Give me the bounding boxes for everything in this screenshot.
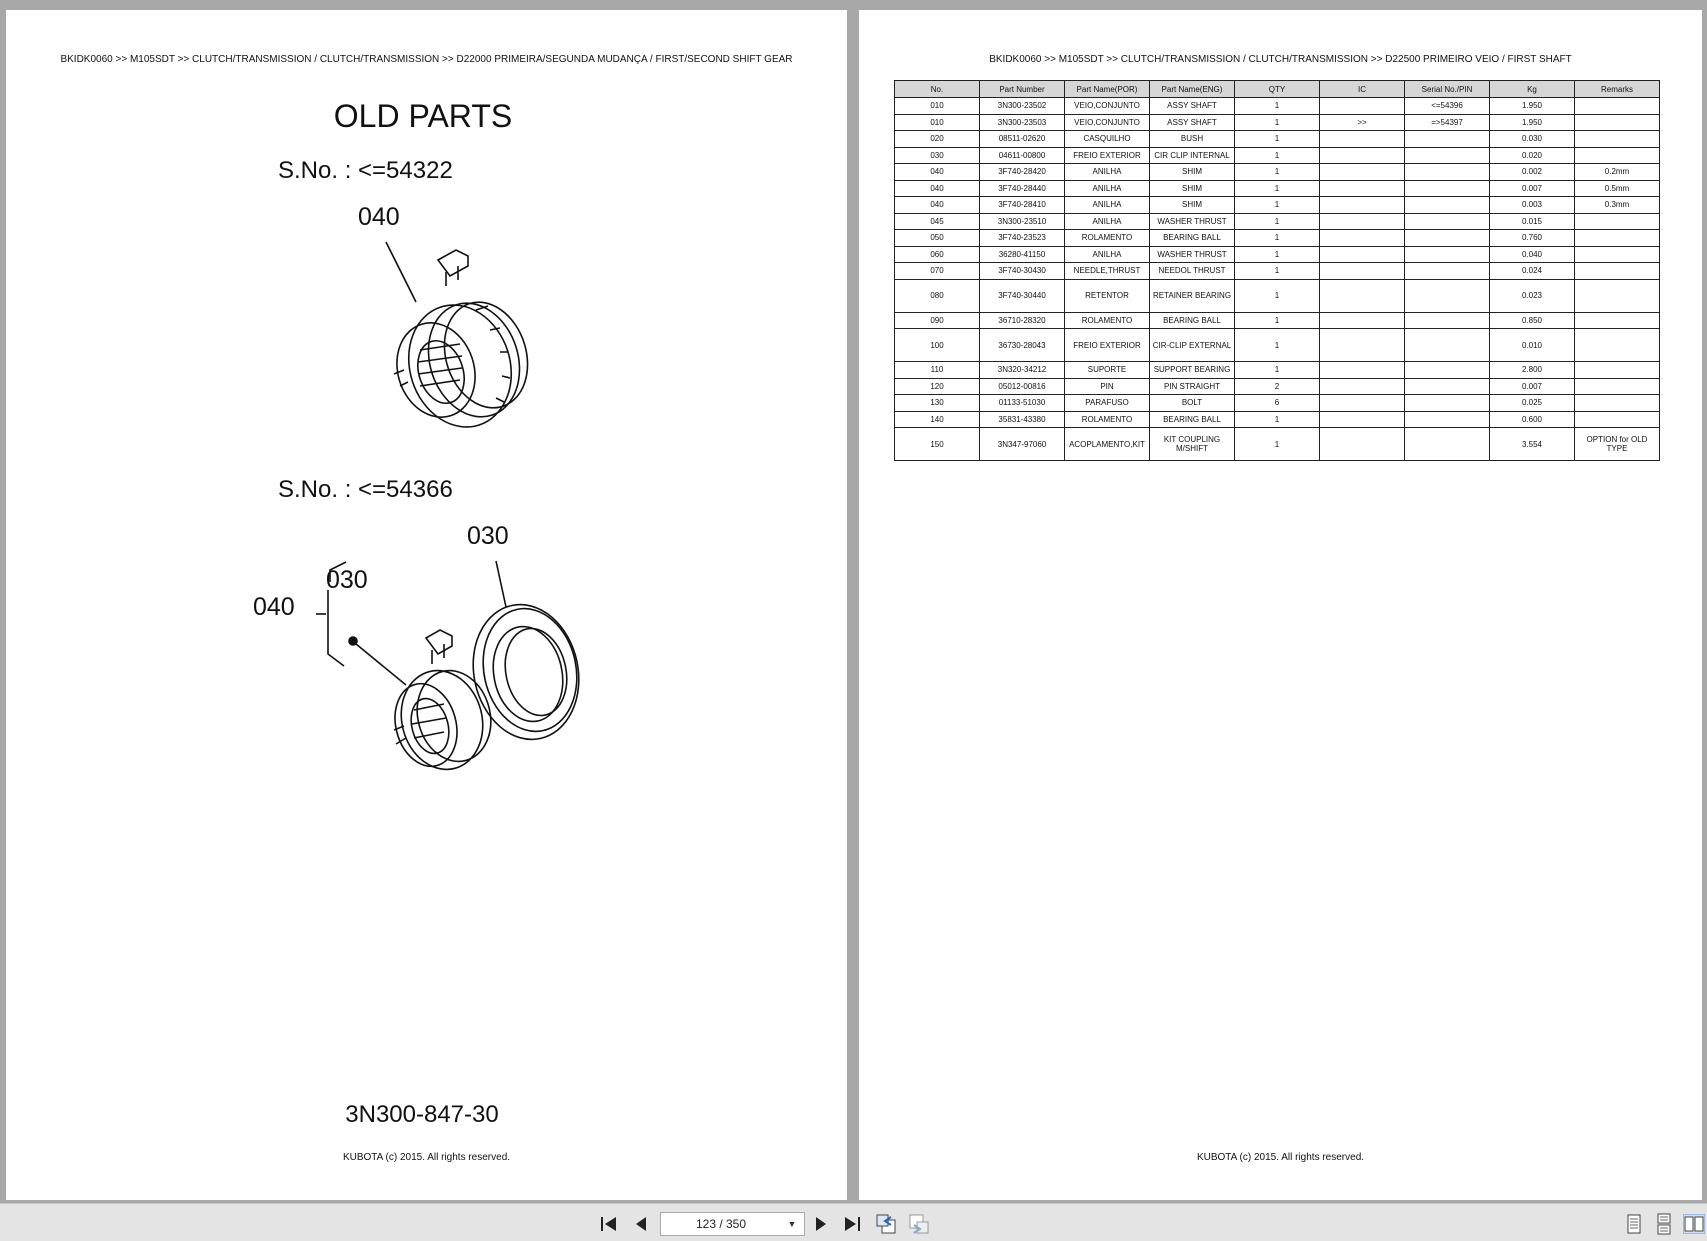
table-row <box>895 147 1660 164</box>
cell-part-name-por: NEEDLE,THRUST <box>1065 263 1150 280</box>
cell-ic <box>1320 131 1405 148</box>
cell-no: 140 <box>895 411 980 428</box>
parts-table-body <box>895 98 1660 461</box>
cell-kg: 2.800 <box>1490 362 1575 379</box>
cell-qty: 1 <box>1235 246 1320 263</box>
callout-040-top: 040 <box>358 203 400 231</box>
previous-page-icon[interactable] <box>630 1213 652 1235</box>
continuous-view-icon[interactable] <box>1653 1213 1675 1235</box>
cell-part-name-eng: WASHER THRUST <box>1150 213 1235 230</box>
col-header-kg: Kg <box>1490 81 1575 98</box>
cell-remarks <box>1575 329 1660 362</box>
cell-ic <box>1320 279 1405 312</box>
cell-remarks <box>1575 98 1660 115</box>
serial-top-label: S.No. : <=54322 <box>278 157 453 184</box>
cell-part-number: 36280-41150 <box>980 246 1065 263</box>
table-row <box>895 246 1660 263</box>
cell-part-name-por: ACOPLAMENTO,KIT <box>1065 428 1150 461</box>
left-page <box>6 10 847 1200</box>
cell-part-name-por: VEIO,CONJUNTO <box>1065 98 1150 115</box>
cell-ic <box>1320 395 1405 412</box>
cell-part-name-por: ANILHA <box>1065 213 1150 230</box>
cell-remarks: OPTION for OLD TYPE <box>1575 428 1660 461</box>
cell-qty: 1 <box>1235 428 1320 461</box>
cell-part-number: 3F740-23523 <box>980 230 1065 247</box>
cell-part-name-por: CASQUILHO <box>1065 131 1150 148</box>
cell-ic <box>1320 147 1405 164</box>
cell-serial: =>54397 <box>1405 114 1490 131</box>
cell-remarks <box>1575 147 1660 164</box>
cell-part-name-eng: CIR-CLIP EXTERNAL <box>1150 329 1235 362</box>
cell-remarks <box>1575 362 1660 379</box>
cell-no: 040 <box>895 164 980 181</box>
cell-remarks <box>1575 411 1660 428</box>
first-page-icon[interactable] <box>598 1213 620 1235</box>
cell-qty: 1 <box>1235 312 1320 329</box>
cell-qty: 6 <box>1235 395 1320 412</box>
cell-remarks <box>1575 279 1660 312</box>
table-row <box>895 98 1660 115</box>
chevron-down-icon[interactable]: ▼ <box>787 1219 797 1229</box>
parts-table <box>894 80 1660 461</box>
cell-part-name-eng: SHIM <box>1150 197 1235 214</box>
cell-kg: 0.007 <box>1490 378 1575 395</box>
cell-ic <box>1320 180 1405 197</box>
cell-remarks: 0.5mm <box>1575 180 1660 197</box>
table-row <box>895 378 1660 395</box>
cell-no: 090 <box>895 312 980 329</box>
cell-qty: 2 <box>1235 378 1320 395</box>
cell-qty: 1 <box>1235 329 1320 362</box>
cell-part-name-eng: BEARING BALL <box>1150 312 1235 329</box>
cell-remarks <box>1575 114 1660 131</box>
cell-no: 150 <box>895 428 980 461</box>
go-back-icon[interactable] <box>875 1213 897 1235</box>
cell-kg: 0.025 <box>1490 395 1575 412</box>
col-header-part-name-por: Part Name(POR) <box>1065 81 1150 98</box>
cell-qty: 1 <box>1235 411 1320 428</box>
cell-ic <box>1320 362 1405 379</box>
cell-no: 100 <box>895 329 980 362</box>
table-row <box>895 230 1660 247</box>
cell-part-name-por: ROLAMENTO <box>1065 312 1150 329</box>
cell-remarks <box>1575 395 1660 412</box>
cell-part-number: 3F740-28410 <box>980 197 1065 214</box>
table-row <box>895 213 1660 230</box>
cell-part-number: 3F740-30430 <box>980 263 1065 280</box>
cell-no: 020 <box>895 131 980 148</box>
cell-part-number: 05012-00816 <box>980 378 1065 395</box>
cell-part-name-por: ANILHA <box>1065 246 1150 263</box>
cell-part-name-eng: SUPPORT BEARING <box>1150 362 1235 379</box>
cell-no: 110 <box>895 362 980 379</box>
cell-part-number: 01133-51030 <box>980 395 1065 412</box>
cell-part-number: 08511-02620 <box>980 131 1065 148</box>
cell-remarks <box>1575 263 1660 280</box>
table-row <box>895 428 1660 461</box>
table-row <box>895 197 1660 214</box>
parts-diagram <box>6 10 847 1200</box>
table-row <box>895 263 1660 280</box>
cell-serial <box>1405 362 1490 379</box>
cell-part-name-eng: CIR CLIP INTERNAL <box>1150 147 1235 164</box>
col-header-ic: IC <box>1320 81 1405 98</box>
cell-qty: 1 <box>1235 197 1320 214</box>
cell-qty: 1 <box>1235 279 1320 312</box>
cell-qty: 1 <box>1235 230 1320 247</box>
left-page-copyright: KUBOTA (c) 2015. All rights reserved. <box>342 1152 511 1163</box>
cell-part-number: 3F740-28420 <box>980 164 1065 181</box>
cell-part-number: 35831-43380 <box>980 411 1065 428</box>
left-page-breadcrumb: BKIDK0060 >> M105SDT >> CLUTCH/TRANSMISSION / CLUTCH/TRANSMISSION >> D22000 PRIMEIRA/SEGUNDA MUDANÇA / FIRST/SECOND SHIFT GEAR <box>60 54 793 65</box>
cell-no: 010 <box>895 98 980 115</box>
cell-qty: 1 <box>1235 114 1320 131</box>
callout-030-right: 030 <box>467 522 509 550</box>
cell-kg: 0.010 <box>1490 329 1575 362</box>
cell-kg: 0.040 <box>1490 246 1575 263</box>
cell-qty: 1 <box>1235 147 1320 164</box>
cell-part-number: 36710-28320 <box>980 312 1065 329</box>
table-row <box>895 329 1660 362</box>
cell-ic: >> <box>1320 114 1405 131</box>
cell-kg: 0.003 <box>1490 197 1575 214</box>
table-row <box>895 114 1660 131</box>
cell-serial <box>1405 312 1490 329</box>
cell-part-name-eng: BEARING BALL <box>1150 411 1235 428</box>
cell-part-number: 3N300-23502 <box>980 98 1065 115</box>
col-header-qty: QTY <box>1235 81 1320 98</box>
cell-serial <box>1405 197 1490 214</box>
cell-ic <box>1320 428 1405 461</box>
cell-kg: 0.600 <box>1490 411 1575 428</box>
table-row <box>895 362 1660 379</box>
cell-serial <box>1405 428 1490 461</box>
cell-part-name-por: ANILHA <box>1065 180 1150 197</box>
right-page-copyright: KUBOTA (c) 2015. All rights reserved. <box>1196 1152 1365 1163</box>
cell-serial <box>1405 147 1490 164</box>
cell-kg: 1.950 <box>1490 98 1575 115</box>
single-page-view-icon[interactable] <box>1623 1213 1645 1235</box>
cell-no: 060 <box>895 246 980 263</box>
gear-illustration-top <box>385 242 541 440</box>
viewer-toolbar <box>0 1203 1707 1241</box>
diagram-heading: OLD PARTS <box>333 98 513 134</box>
cell-part-name-por: SUPORTE <box>1065 362 1150 379</box>
cell-kg: 3.554 <box>1490 428 1575 461</box>
col-header-no: No. <box>895 81 980 98</box>
table-row <box>895 411 1660 428</box>
cell-part-name-eng: ASSY SHAFT <box>1150 114 1235 131</box>
cell-remarks <box>1575 378 1660 395</box>
drawing-number: 3N300-847-30 <box>345 1101 499 1128</box>
cell-part-name-eng: PIN STRAIGHT <box>1150 378 1235 395</box>
cell-qty: 1 <box>1235 131 1320 148</box>
next-page-icon[interactable] <box>810 1213 832 1235</box>
cell-part-name-eng: BOLT <box>1150 395 1235 412</box>
cell-no: 040 <box>895 180 980 197</box>
cell-ic <box>1320 411 1405 428</box>
cell-remarks <box>1575 131 1660 148</box>
cell-part-name-por: PARAFUSO <box>1065 395 1150 412</box>
cell-part-name-eng: WASHER THRUST <box>1150 246 1235 263</box>
callout-040-bracket: 040 <box>253 593 295 621</box>
cell-part-name-eng: BEARING BALL <box>1150 230 1235 247</box>
cell-ic <box>1320 164 1405 181</box>
cell-ic <box>1320 213 1405 230</box>
cell-kg: 0.850 <box>1490 312 1575 329</box>
cell-kg: 0.007 <box>1490 180 1575 197</box>
cell-kg: 0.760 <box>1490 230 1575 247</box>
cell-part-name-eng: KIT COUPLING M/SHIFT <box>1150 428 1235 461</box>
cell-serial <box>1405 378 1490 395</box>
cell-part-name-eng: SHIM <box>1150 180 1235 197</box>
table-row <box>895 164 1660 181</box>
facing-pages-view-icon[interactable] <box>1683 1213 1705 1235</box>
cell-part-name-por: ROLAMENTO <box>1065 230 1150 247</box>
cell-part-number: 3N300-23503 <box>980 114 1065 131</box>
cell-no: 120 <box>895 378 980 395</box>
cell-ic <box>1320 378 1405 395</box>
cell-serial <box>1405 180 1490 197</box>
cell-serial <box>1405 411 1490 428</box>
cell-remarks: 0.3mm <box>1575 197 1660 214</box>
cell-qty: 1 <box>1235 263 1320 280</box>
cell-no: 040 <box>895 197 980 214</box>
last-page-icon[interactable] <box>841 1213 863 1235</box>
cell-remarks <box>1575 230 1660 247</box>
cell-part-name-por: ANILHA <box>1065 197 1150 214</box>
cell-serial <box>1405 230 1490 247</box>
cell-kg: 0.015 <box>1490 213 1575 230</box>
cell-kg: 1.950 <box>1490 114 1575 131</box>
cell-part-name-por: PIN <box>1065 378 1150 395</box>
cell-remarks <box>1575 312 1660 329</box>
table-row <box>895 131 1660 148</box>
table-row <box>895 395 1660 412</box>
cell-serial <box>1405 164 1490 181</box>
col-header-part-name-eng: Part Name(ENG) <box>1150 81 1235 98</box>
page-number-field[interactable] <box>660 1212 805 1236</box>
cell-qty: 1 <box>1235 164 1320 181</box>
cell-no: 050 <box>895 230 980 247</box>
cell-part-name-por: FREIO EXTERIOR <box>1065 147 1150 164</box>
cell-part-name-eng: RETAINER BEARING <box>1150 279 1235 312</box>
cell-part-name-por: RETENTOR <box>1065 279 1150 312</box>
cell-part-name-por: ROLAMENTO <box>1065 411 1150 428</box>
cell-no: 030 <box>895 147 980 164</box>
col-header-part-number: Part Number <box>980 81 1065 98</box>
cell-serial <box>1405 246 1490 263</box>
cell-remarks: 0.2mm <box>1575 164 1660 181</box>
cell-qty: 1 <box>1235 180 1320 197</box>
cell-no: 010 <box>895 114 980 131</box>
table-row <box>895 312 1660 329</box>
page-number-input[interactable] <box>661 1217 781 1231</box>
col-header-serial: Serial No./PIN <box>1405 81 1490 98</box>
cell-serial <box>1405 213 1490 230</box>
cell-serial: <=54396 <box>1405 98 1490 115</box>
cell-part-number: 36730-28043 <box>980 329 1065 362</box>
cell-ic <box>1320 197 1405 214</box>
cell-no: 045 <box>895 213 980 230</box>
cell-part-name-por: FREIO EXTERIOR <box>1065 329 1150 362</box>
table-row <box>895 279 1660 312</box>
cell-part-number: 3N320-34212 <box>980 362 1065 379</box>
callout-030-bracket: 030 <box>326 566 368 594</box>
serial-bottom-label: S.No. : <=54366 <box>278 476 453 503</box>
cell-no: 070 <box>895 263 980 280</box>
cell-part-name-eng: BUSH <box>1150 131 1235 148</box>
cell-serial <box>1405 263 1490 280</box>
cell-qty: 1 <box>1235 362 1320 379</box>
cell-serial <box>1405 329 1490 362</box>
cell-serial <box>1405 395 1490 412</box>
cell-no: 080 <box>895 279 980 312</box>
cell-remarks <box>1575 213 1660 230</box>
cell-kg: 0.002 <box>1490 164 1575 181</box>
cell-ic <box>1320 246 1405 263</box>
cell-kg: 0.020 <box>1490 147 1575 164</box>
cell-part-number: 04611-00800 <box>980 147 1065 164</box>
cell-part-name-eng: NEEDOL THRUST <box>1150 263 1235 280</box>
parts-table-header-row <box>895 81 1660 98</box>
table-row <box>895 180 1660 197</box>
right-page-breadcrumb: BKIDK0060 >> M105SDT >> CLUTCH/TRANSMISSION / CLUTCH/TRANSMISSION >> D22500 PRIMEIRO VEIO / FIRST SHAFT <box>989 54 1572 65</box>
cell-ic <box>1320 329 1405 362</box>
cell-qty: 1 <box>1235 213 1320 230</box>
cell-no: 130 <box>895 395 980 412</box>
cell-remarks <box>1575 246 1660 263</box>
cell-serial <box>1405 131 1490 148</box>
cell-ic <box>1320 312 1405 329</box>
cell-ic <box>1320 98 1405 115</box>
col-header-remarks: Remarks <box>1575 81 1660 98</box>
cell-part-name-eng: ASSY SHAFT <box>1150 98 1235 115</box>
go-forward-icon[interactable] <box>908 1213 930 1235</box>
cell-part-number: 3N347-97060 <box>980 428 1065 461</box>
cell-ic <box>1320 230 1405 247</box>
cell-part-name-por: VEIO,CONJUNTO <box>1065 114 1150 131</box>
cell-qty: 1 <box>1235 98 1320 115</box>
cell-part-name-eng: SHIM <box>1150 164 1235 181</box>
cell-serial <box>1405 279 1490 312</box>
cell-part-number: 3F740-30440 <box>980 279 1065 312</box>
cell-kg: 0.024 <box>1490 263 1575 280</box>
cell-kg: 0.023 <box>1490 279 1575 312</box>
cell-part-number: 3N300-23510 <box>980 213 1065 230</box>
cell-ic <box>1320 263 1405 280</box>
right-page <box>859 10 1702 1200</box>
cell-kg: 0.030 <box>1490 131 1575 148</box>
cell-part-number: 3F740-28440 <box>980 180 1065 197</box>
cell-part-name-por: ANILHA <box>1065 164 1150 181</box>
